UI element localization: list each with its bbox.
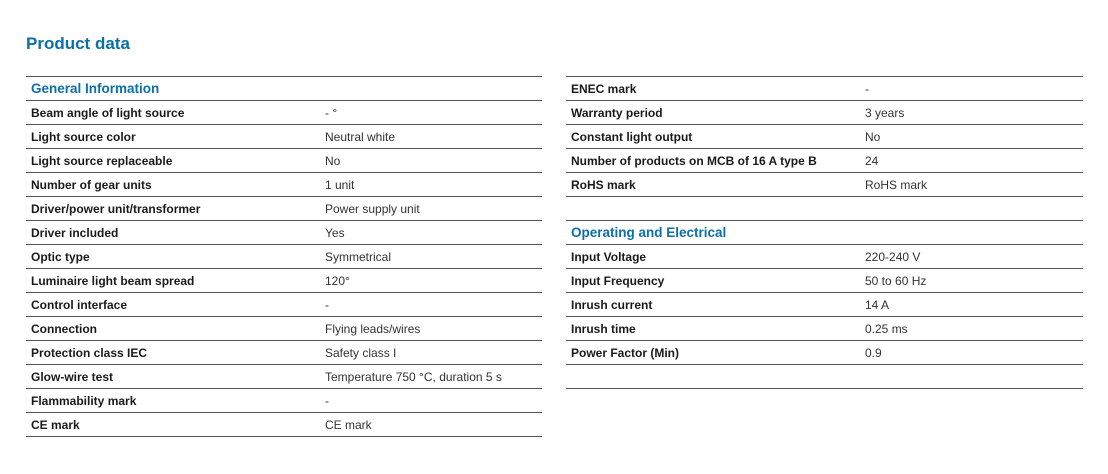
table-row — [566, 269, 1083, 293]
row-value: 50 to 60 Hz — [865, 273, 927, 288]
row-label: Warranty period — [571, 105, 663, 120]
table-row — [566, 101, 1083, 125]
row-label: Number of gear units — [31, 177, 152, 192]
row-value: 120° — [325, 273, 350, 288]
row-value: Temperature 750 °C, duration 5 s — [325, 369, 502, 384]
row-label: Beam angle of light source — [31, 105, 185, 120]
row-value: No — [865, 129, 881, 144]
row-value: - — [325, 297, 329, 312]
table-row — [566, 317, 1083, 341]
section-title: Operating and Electrical — [571, 225, 727, 240]
page-title: Product data — [26, 34, 130, 53]
table-row — [26, 197, 542, 221]
row-label: Connection — [31, 321, 97, 336]
row-value: 0.25 ms — [865, 321, 908, 336]
table-row — [26, 269, 542, 293]
row-label: Number of products on MCB of 16 A type B — [571, 153, 817, 168]
row-value: Flying leads/wires — [325, 321, 421, 336]
row-value: 14 A — [865, 297, 890, 312]
row-value: 24 — [865, 153, 879, 168]
row-label: Protection class IEC — [31, 345, 148, 360]
table-row — [26, 245, 542, 269]
section-header-operating-electrical — [566, 221, 1083, 245]
table-row — [566, 341, 1083, 365]
row-label: Input Voltage — [571, 249, 647, 264]
row-value: Power supply unit — [325, 201, 420, 216]
table-row — [26, 125, 542, 149]
table-row — [26, 173, 542, 197]
row-value: No — [325, 153, 341, 168]
row-value: 220-240 V — [865, 249, 921, 264]
row-label: Luminaire light beam spread — [31, 273, 195, 288]
spacer-row — [566, 197, 1083, 221]
row-value: Neutral white — [325, 129, 396, 144]
table-row — [26, 389, 542, 413]
row-value: - ° — [325, 105, 338, 120]
right-data-table — [566, 76, 1083, 389]
table-row — [566, 149, 1083, 173]
table-row — [26, 365, 542, 389]
row-label: ENEC mark — [571, 81, 637, 96]
row-label: Driver included — [31, 225, 119, 240]
row-value: - — [325, 393, 329, 408]
table-row — [566, 77, 1083, 101]
row-value: 3 years — [865, 105, 905, 120]
row-label: RoHS mark — [571, 177, 636, 192]
row-label: Inrush current — [571, 297, 653, 312]
section-header-general-information — [26, 77, 542, 101]
row-label: CE mark — [31, 417, 80, 432]
row-label: Glow-wire test — [31, 369, 114, 384]
row-label: Flammability mark — [31, 393, 137, 408]
row-label: Input Frequency — [571, 273, 665, 288]
row-value: - — [865, 81, 869, 96]
row-value: Symmetrical — [325, 249, 392, 264]
table-row — [26, 293, 542, 317]
table-row — [26, 101, 542, 125]
section-title: General Information — [31, 81, 160, 96]
row-value: CE mark — [325, 417, 372, 432]
row-label: Light source replaceable — [31, 153, 173, 168]
row-value: Yes — [325, 225, 345, 240]
row-label: Constant light output — [571, 129, 693, 144]
row-label: Control interface — [31, 297, 128, 312]
table-row — [566, 293, 1083, 317]
row-label: Driver/power unit/transformer — [31, 201, 201, 216]
row-label: Optic type — [31, 249, 90, 264]
table-row — [26, 413, 542, 437]
table-row — [26, 317, 542, 341]
row-label: Inrush time — [571, 321, 636, 336]
row-value: 1 unit — [325, 177, 355, 192]
spacer-row — [566, 365, 1083, 389]
table-row — [26, 341, 542, 365]
row-value: 0.9 — [865, 345, 882, 360]
row-value: Safety class I — [325, 345, 397, 360]
table-row — [566, 173, 1083, 197]
table-row — [566, 125, 1083, 149]
table-row — [566, 245, 1083, 269]
table-row — [26, 221, 542, 245]
row-label: Light source color — [31, 129, 136, 144]
table-row — [26, 149, 542, 173]
general-information-table — [26, 76, 542, 437]
row-label: Power Factor (Min) — [571, 345, 680, 360]
row-value: RoHS mark — [865, 177, 928, 192]
